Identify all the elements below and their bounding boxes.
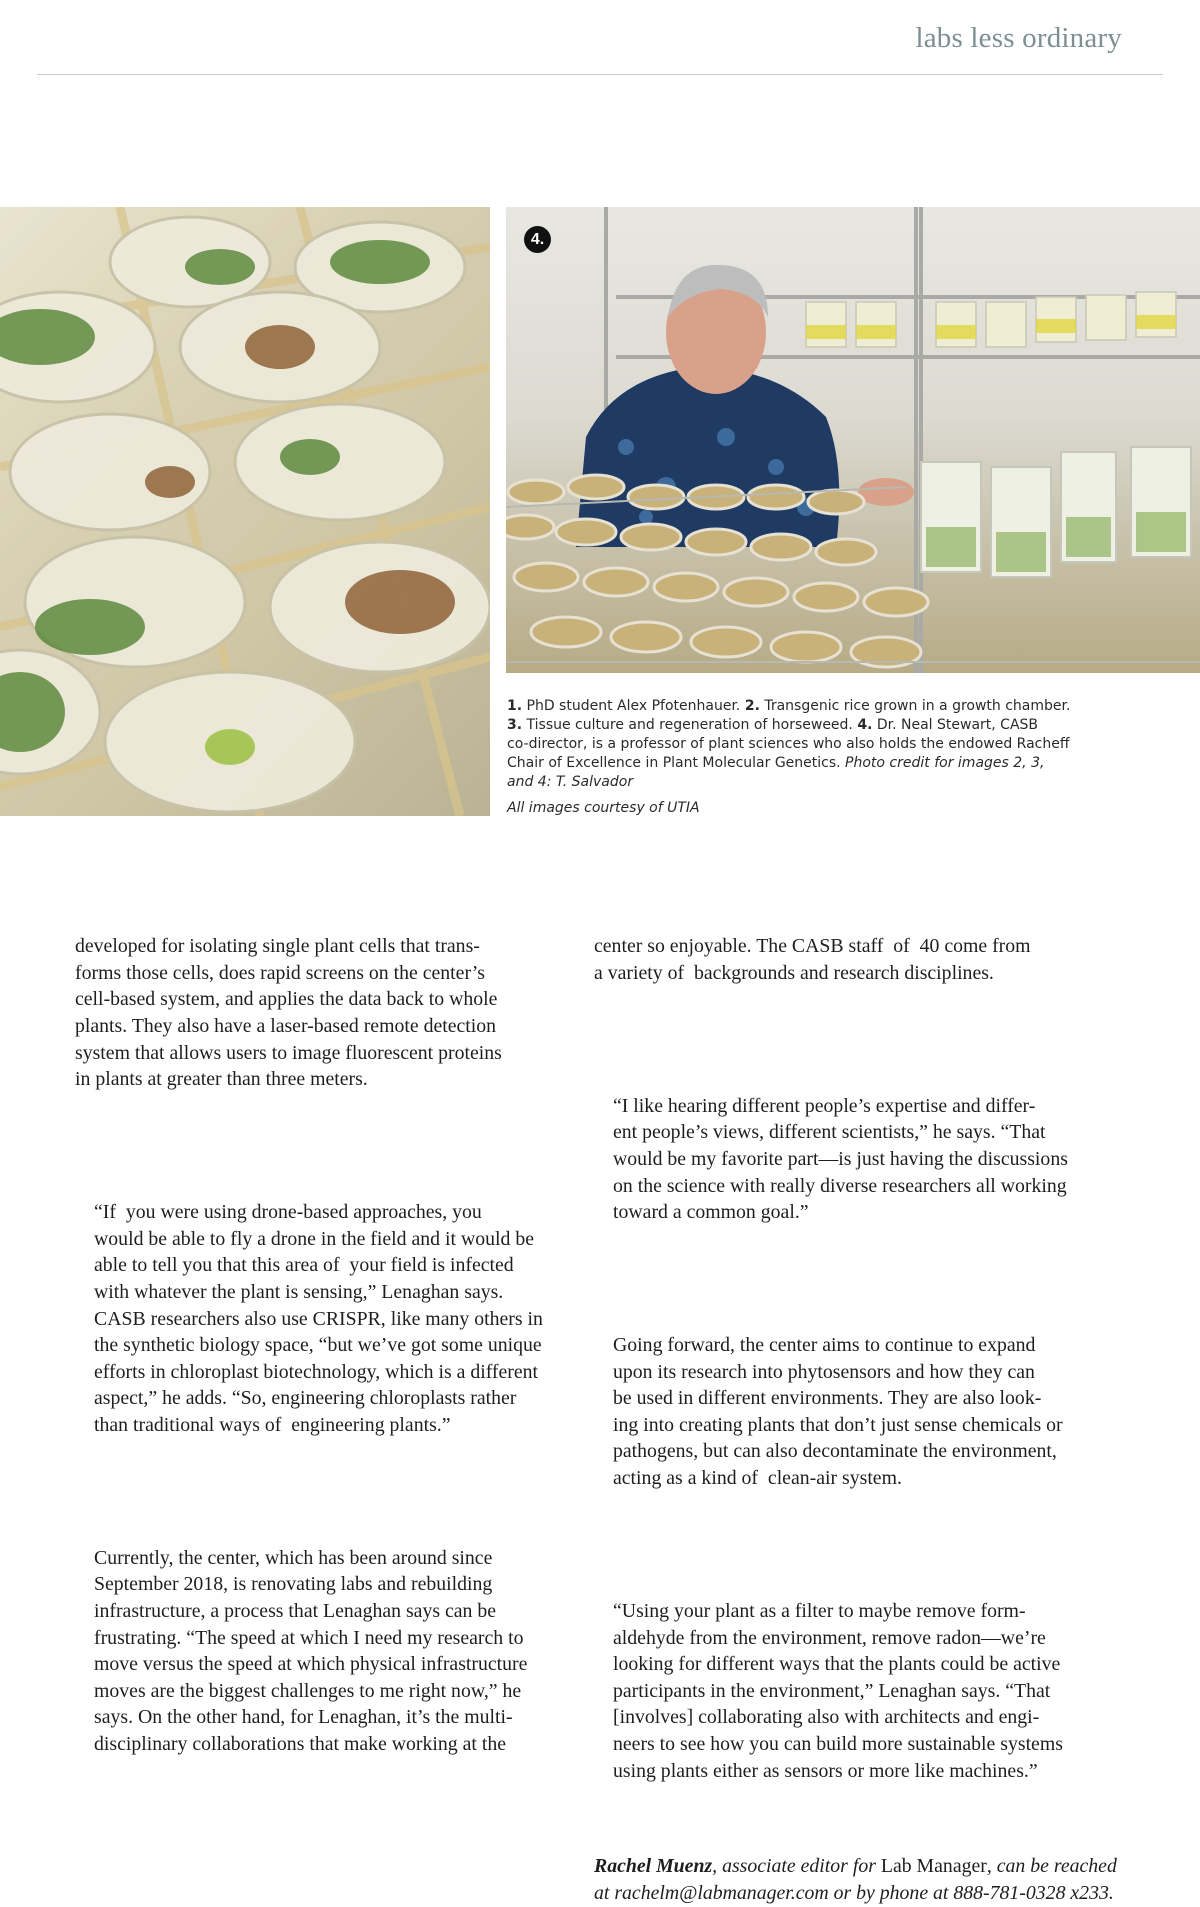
article-column-left [75,880,575,1811]
header-rule [37,74,1163,75]
paragraph: center so enjoyable. The CASB staff of 40 come from a variety of backgrounds and research disciplines. [594,935,1031,984]
paragraph: “Using your plant as a filter to maybe remove form- aldehyde from the environment, remove radon—we’re looking for different ways that the plants could be active participants in the environment,” Lenaghan says. “That [involves] collaborating also with architects and engi- neers to see how you can build more sustainable systems using plants either as sensors or more like machines.” [613,1600,1063,1782]
photo-caption: 1. PhD student Alex Pfotenhauer. 2. Transgenic rice grown in a growth chamber. 3. Tissue culture and regeneration of horseweed. 4. Dr. Neal Stewart, CASB co-director, is a professor of plant sciences who also holds the endowed Racheff Chair of Excellence in Plant Molecular Genetics. Photo credit for images 2, 3, and 4: T. Salvador [507,698,1071,790]
article-column-right [594,880,1117,1907]
image-courtesy-credit: All images courtesy of UTIA [507,800,700,816]
photo-petri-dishes [0,207,490,816]
page-header-title: labs less ordinary [915,22,1122,54]
paragraph: Going forward, the center aims to continue to expand upon its research into phytosensors and how they can be used in different environments. They are also look- ing into creating plants that don’t just sense chemicals or pathogens, but can also decontaminate the environment, acting as a kind of clean-air system. [613,1334,1063,1490]
paragraph: Currently, the center, which has been around since September 2018, is renovating labs and rebuilding infrastructure, a process that Lenaghan says can be frustrating. “The speed at which I need my research to move versus the speed at which physical infrastructure moves are the biggest challenges to me right now,” he says. On the other hand, for Lenaghan, it’s the multi- disciplinary collaborations that make working at the [94,1546,528,1755]
author-signature: Rachel Muenz, associate editor for Lab Manager, can be reached at rachelm@labmanager.com or by phone at 888-781-0328 x233. [594,1855,1117,1904]
paragraph: “I like hearing different people’s expertise and differ- ent people’s views, different scientists,” he says. “That would be my favorite part—is just having the discussions on the science with really diverse researchers all working toward a common goal.” [613,1094,1068,1224]
photo-researcher-lab [506,207,1200,673]
paragraph: developed for isolating single plant cells that trans- forms those cells, does rapid screens on the center’s cell-based system, and applies the data back to whole plants. They also have a laser-based remote detection system that allows users to image fluorescent proteins in plants at greater than three meters. [75,935,502,1091]
photo-number-badge: 4. [524,226,551,253]
paragraph: “If you were using drone-based approaches, you would be able to fly a drone in the field and it would be able to tell you that this area of your field is infected with whatever the plant is sensing,” Lenaghan says. CASB researchers also use CRISPR, like many others in the synthetic biology space, “but we’ve got some unique efforts in chloroplast biotechnology, which is a different aspect,” he adds. “So, engineering chloroplasts rather than traditional ways of engineering plants.” [94,1201,543,1436]
